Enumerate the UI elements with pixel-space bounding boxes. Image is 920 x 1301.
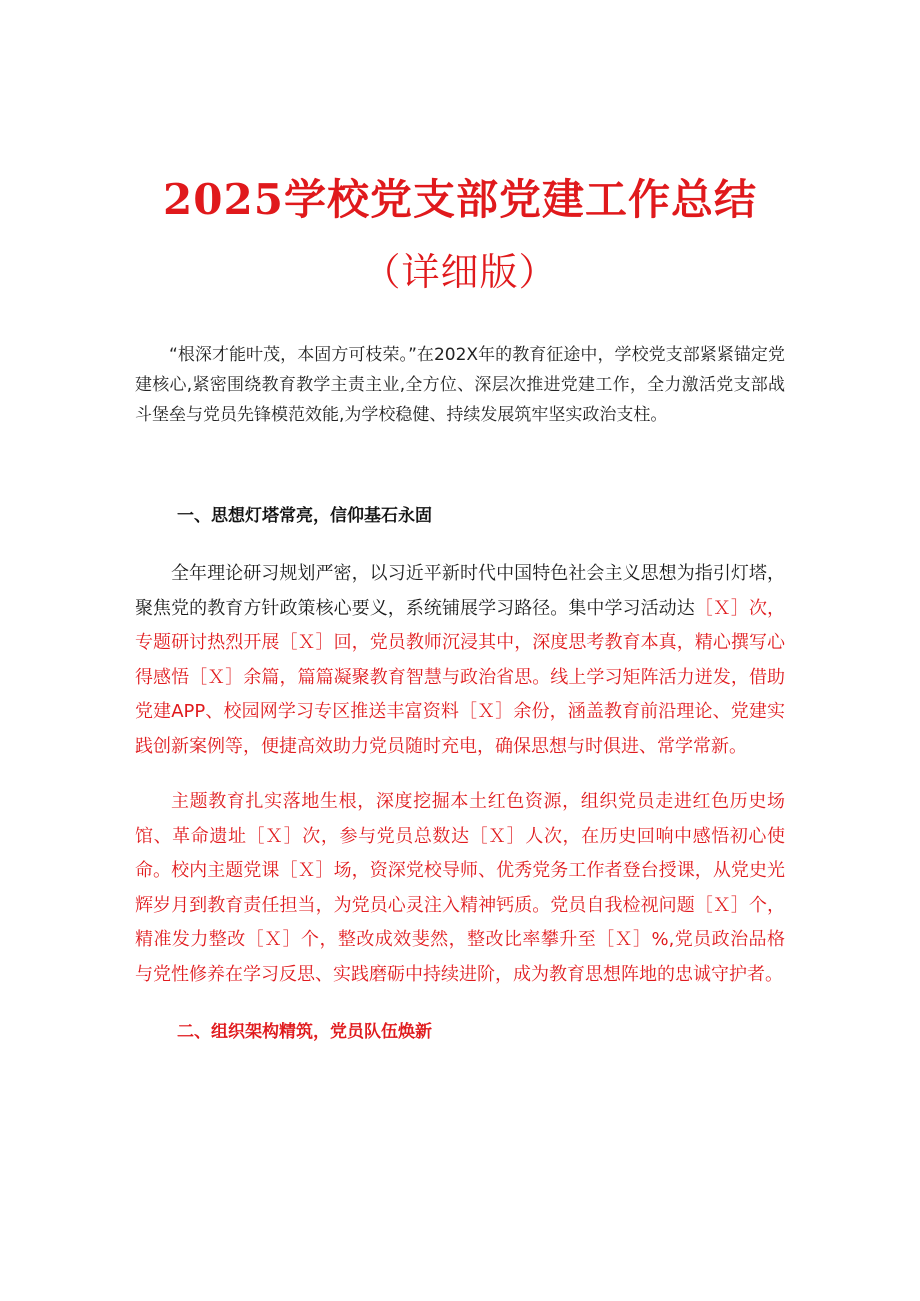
section-2-heading: 二、组织架构精筑，党员队伍焕新 — [177, 1022, 432, 1042]
document-title: 2025学校党支部党建工作总结 — [163, 175, 757, 225]
paragraph-1-red-text: ［Ｘ］次，专题研讨热烈开展［Ｘ］回，党员教师沉浸其中，深度思考教育本真，精心撰写心得感悟［Ｘ］余篇，篇篇凝聚教育智慧与政治省思。线上学习矩阵活力迸发，借助党建APP、校园网学习专区推送丰富资料［Ｘ］余份，涵盖教育前沿理论、党建实践创新案例等，便捷高效助力党员随时充电，确保思想与时俱进、常学常新。 — [135, 597, 786, 757]
section-1-heading: 一、思想灯塔常亮，信仰基石永固 — [177, 506, 432, 526]
section-1-paragraph-1 — [135, 557, 785, 764]
section-1-paragraph-2: 主题教育扎实落地生根，深度挖掘本土红色资源，组织党员走进红色历史场馆、革命遗址［Ｘ］次，参与党员总数达［Ｘ］人次，在历史回响中感悟初心使命。校内主题党课［Ｘ］场，资深党校导师、优秀党务工作者登台授课，从党史光辉岁月到教育责任担当，为党员心灵注入精神钙质。党员自我检视问题［Ｘ］个，精准发力整改［Ｘ］个，整改成效斐然，整改比率攀升至［Ｘ］%,党员政治品格与党性修养在学习反思、实践磨砺中持续进阶，成为教育思想阵地的忠诚守护者。 — [135, 791, 785, 985]
paragraph-1-black-text: 全年理论研习规划严密，以习近平新时代中国特色社会主义思想为指引灯塔，聚焦党的教育方针政策核心要义，系统铺展学习路径。集中学习活动达 — [135, 563, 785, 619]
document-subtitle: （详细版） — [362, 250, 558, 294]
intro-paragraph: “根深才能叶茂，本固方可枝荣。”在202X年的教育征途中，学校党支部紧紧锚定党建核心,紧密围绕教育教学主责主业,全方位、深层次推进党建工作，全力激活党支部战斗堡垒与党员先锋模范效能,为学校稳健、持续发展筑牢坚实政治支柱。 — [135, 345, 785, 425]
